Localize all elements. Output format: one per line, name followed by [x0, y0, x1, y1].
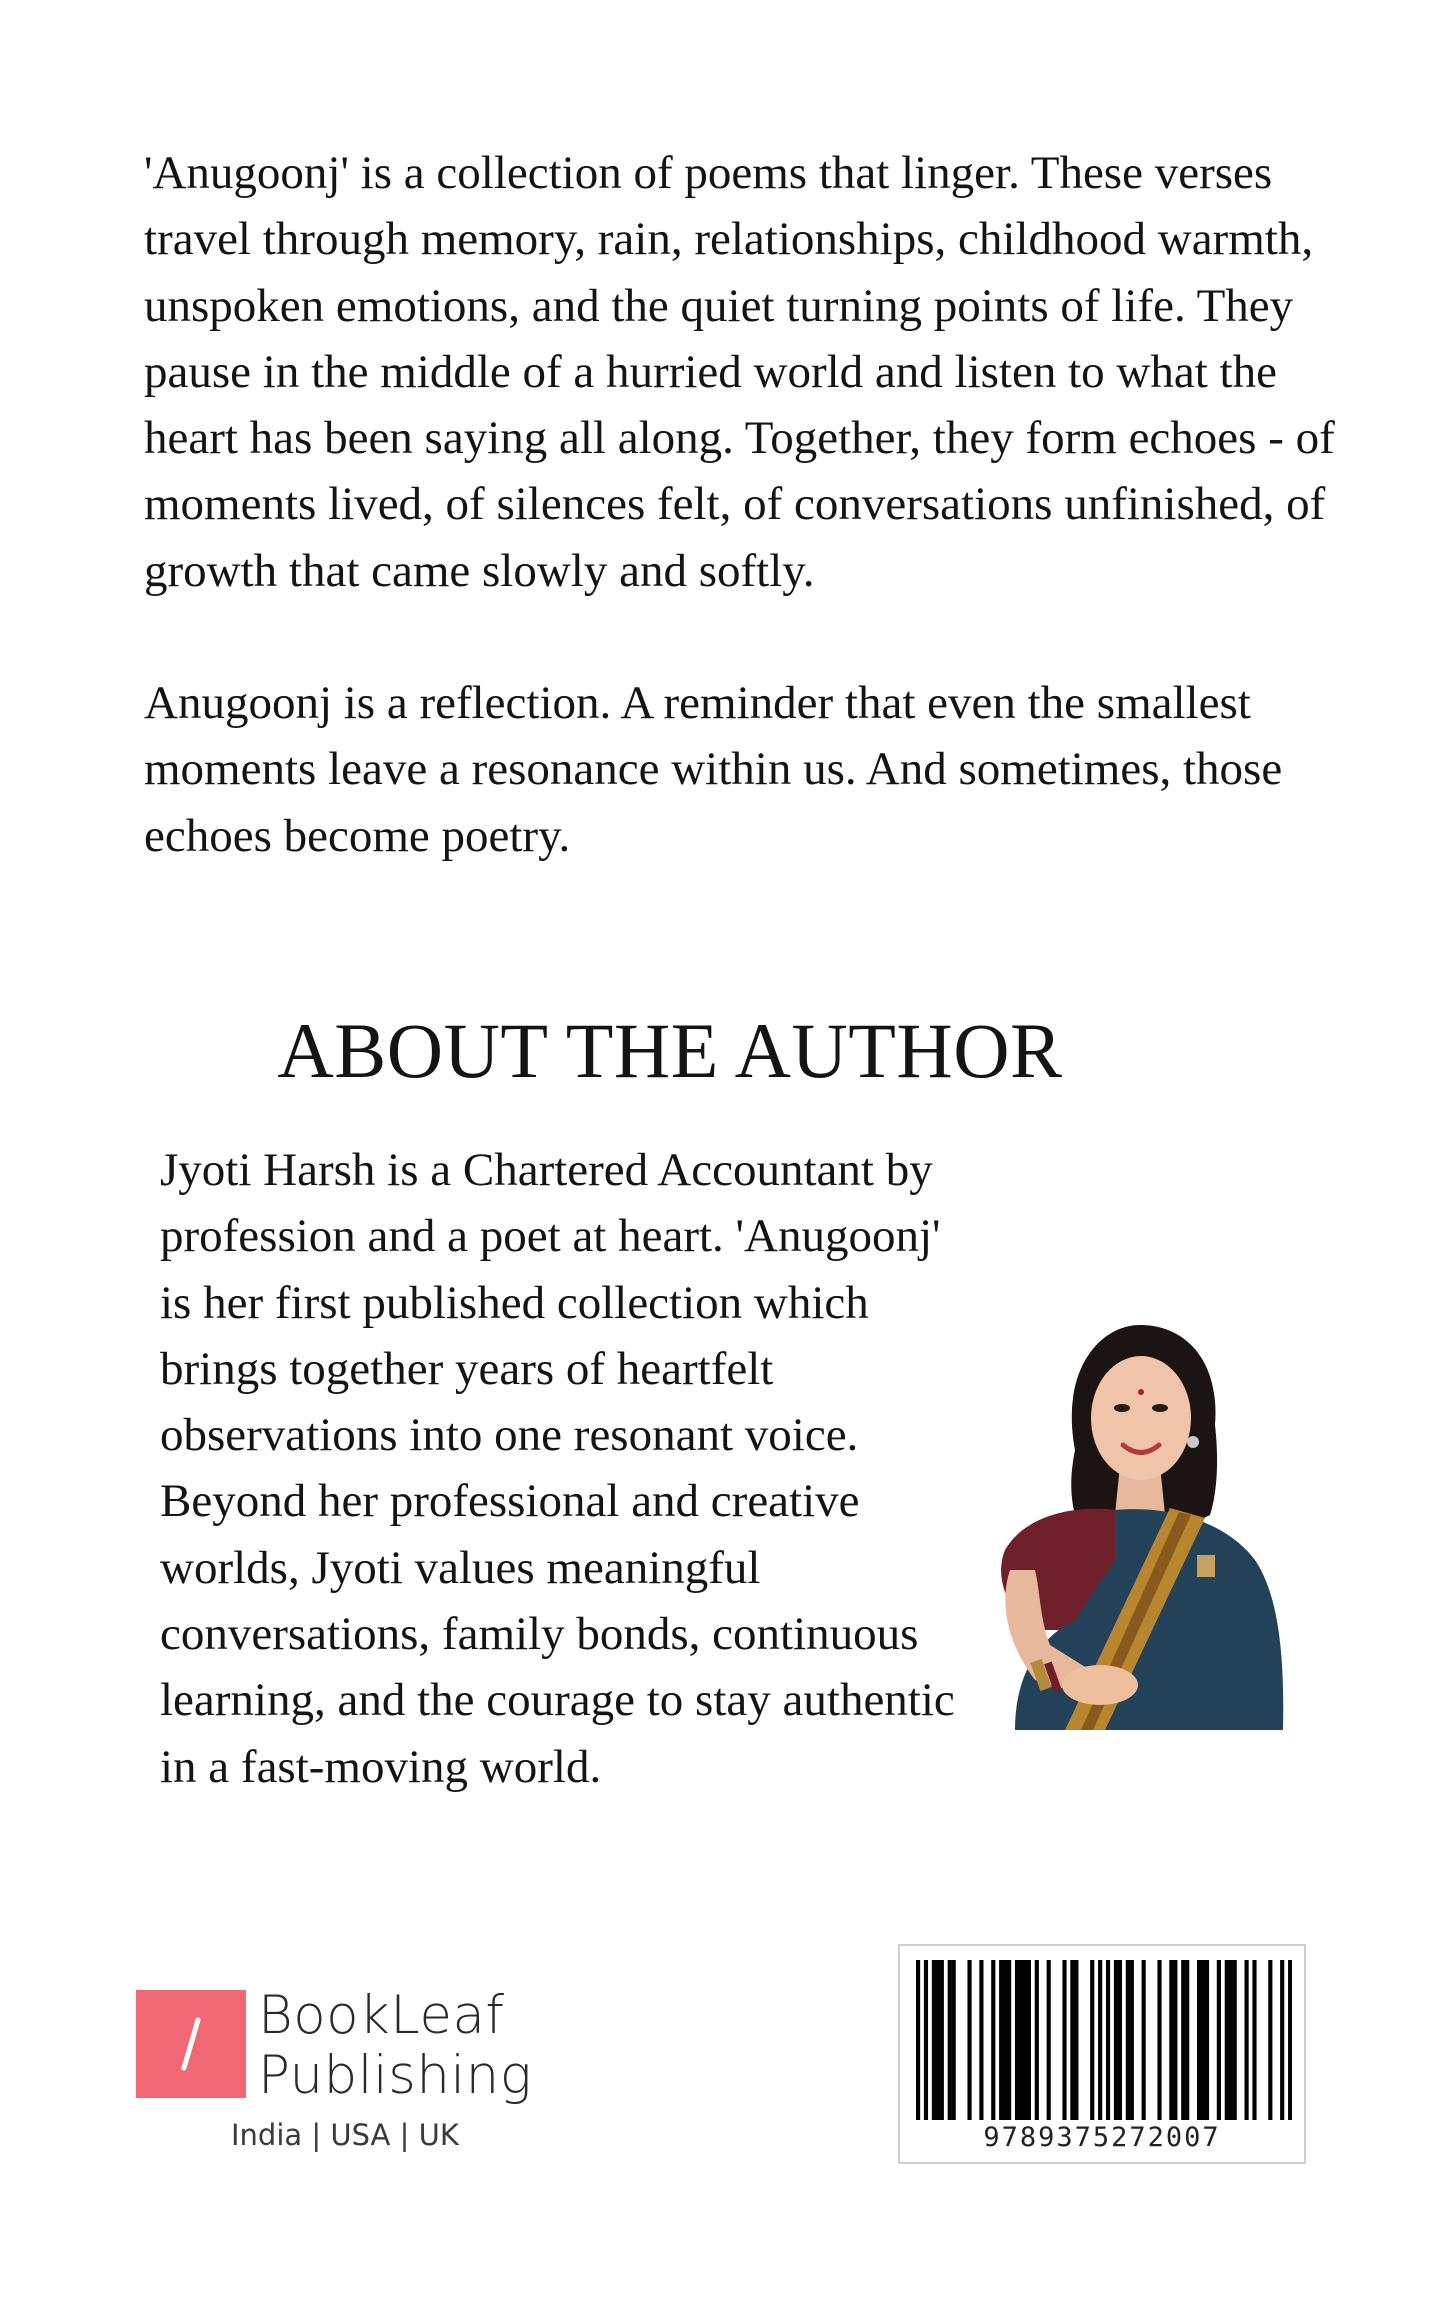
barcode-bar	[1225, 1960, 1229, 2120]
barcode-bar	[999, 1960, 1003, 2120]
isbn-number: 9789375272007	[983, 2122, 1221, 2153]
barcode-bar	[1070, 1960, 1074, 2120]
barcode-bar	[1090, 1960, 1094, 2120]
slash-icon	[136, 1990, 246, 2098]
barcode-bar	[1173, 1960, 1177, 2120]
barcode-bar	[1074, 1960, 1078, 2120]
barcode-bar	[1217, 1960, 1221, 2120]
blurb-paragraph-1: 'Anugoonj' is a collection of poems that linger. These verses travel through memory, rain, relationships, childhood warmth, unspoken emotions, and the quiet turning points of life. They pause in the middle of a hurried world and listen to what the heart has been saying all along. Together, they form echoes - of moments lived, of silences felt, of conversations unfinished, of growth that came slowly and softly.	[144, 147, 1335, 597]
barcode-bar	[1098, 1960, 1102, 2120]
barcode-bar	[952, 1960, 956, 2120]
barcode-bar	[1229, 1960, 1233, 2120]
publisher-logo	[136, 1985, 556, 2160]
barcode-bar	[1280, 1960, 1284, 2120]
barcode-bar	[1185, 1960, 1189, 2120]
publisher-name-line2: Publishing	[258, 2045, 533, 2106]
barcode-bar	[967, 1960, 971, 2120]
barcode-bars	[916, 1960, 1292, 2120]
barcode-bar	[1142, 1960, 1146, 2120]
barcode-bar	[936, 1960, 940, 2120]
barcode-bar	[916, 1960, 920, 2120]
publisher-name-line1: BookLeaf	[258, 1985, 505, 2046]
author-bio-paragraph-1: Jyoti Harsh is a Chartered Accountant by profession and a poet at heart. 'Anugoonj' is her first published collection which brings together years of heartfelt observations into one resonant voice.	[160, 1144, 941, 1462]
barcode-bar	[1126, 1960, 1130, 2120]
barcode-bar	[1007, 1960, 1011, 2120]
author-photo	[965, 1300, 1295, 1730]
about-author-heading: ABOUT THE AUTHOR	[277, 1007, 1063, 1094]
isbn-barcode	[898, 1944, 1306, 2164]
barcode-bar	[1023, 1960, 1027, 2120]
barcode-bar	[1130, 1960, 1134, 2120]
barcode-bar	[940, 1960, 944, 2120]
barcode-bar	[1245, 1960, 1249, 2120]
barcode-bar	[1003, 1960, 1007, 2120]
barcode-bar	[1181, 1960, 1185, 2120]
barcode-bar	[1106, 1960, 1110, 2120]
barcode-bar	[1027, 1960, 1031, 2120]
barcode-bar	[1205, 1960, 1209, 2120]
author-face	[1091, 1356, 1191, 1480]
barcode-bar	[1288, 1960, 1292, 2120]
barcode-bar	[1157, 1960, 1161, 2120]
barcode-bar	[1169, 1960, 1173, 2120]
barcode-bar	[1268, 1960, 1272, 2120]
author-bio-paragraph-2: Beyond her professional and creative worlds, Jyoti values meaningful conversations, family bonds, continuous learning, and the courage to stay authentic in a fast-moving world.	[160, 1475, 955, 1793]
barcode-bar	[1062, 1960, 1066, 2120]
author-bio	[160, 1137, 960, 1800]
barcode-bar	[1197, 1960, 1201, 2120]
barcode-bar	[1114, 1960, 1118, 2120]
publisher-logo-mark	[136, 1990, 246, 2098]
publisher-locations: India | USA | UK	[231, 2118, 459, 2152]
barcode-bar	[1035, 1960, 1039, 2120]
barcode-bar	[1118, 1960, 1122, 2120]
barcode-bar	[991, 1960, 995, 2120]
barcode-bar	[924, 1960, 928, 2120]
barcode-bar	[979, 1960, 983, 2120]
barcode-bar	[1201, 1960, 1205, 2120]
barcode-bar	[932, 1960, 936, 2120]
blurb-paragraph-2: Anugoonj is a reflection. A reminder that even the smallest moments leave a resonance within us. And sometimes, those echoes become poetry.	[144, 677, 1283, 862]
barcode-bar	[948, 1960, 952, 2120]
book-blurb	[144, 140, 1344, 869]
publisher-name	[258, 1986, 532, 2106]
barcode-bar	[1019, 1960, 1023, 2120]
barcode-bar	[1233, 1960, 1237, 2120]
barcode-bar	[1015, 1960, 1019, 2120]
barcode-bar	[1047, 1960, 1051, 2120]
barcode-bar	[1252, 1960, 1256, 2120]
